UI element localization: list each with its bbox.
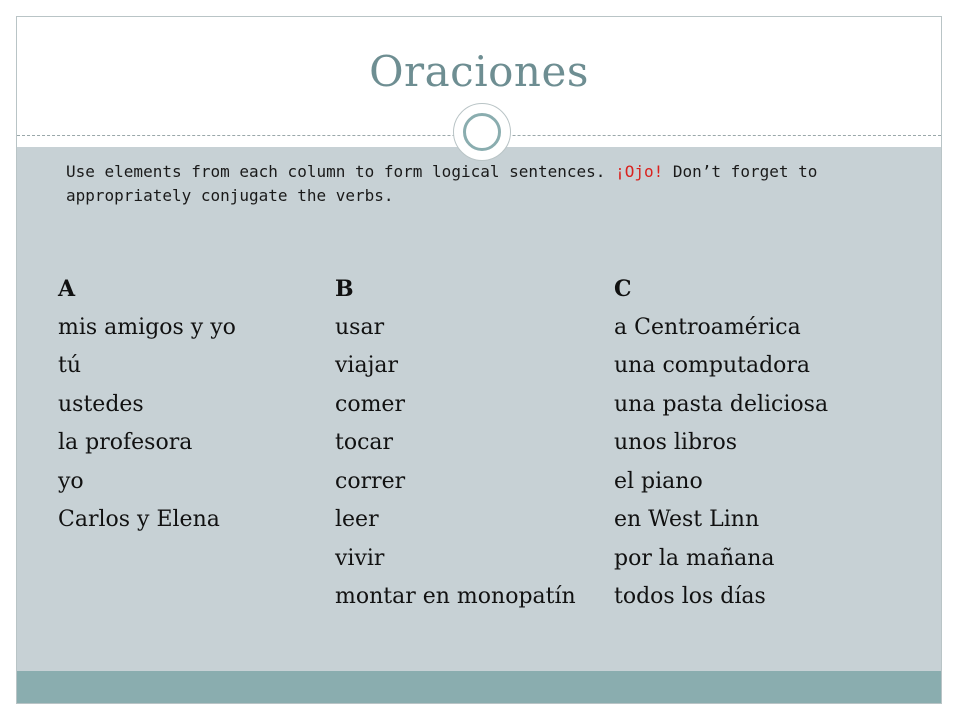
slide-title: Oraciones [369, 47, 589, 96]
footer-band [17, 671, 941, 703]
list-item: viajar [335, 353, 399, 378]
decorative-ring-icon [463, 113, 501, 151]
instructions-after: Don’t forget to appropriately conjugate the verbs. [66, 162, 818, 205]
column-header: C [614, 276, 632, 302]
column-c-list [614, 309, 828, 617]
column-c [614, 270, 828, 617]
decorative-circle-icon [453, 103, 511, 161]
list-item: yo [58, 468, 84, 494]
column-a [58, 270, 236, 540]
list-item: montar en monopatín [335, 584, 576, 609]
list-item: en West Linn [614, 507, 760, 532]
list-item: vivir [335, 545, 385, 571]
list-item: unos libros [614, 430, 738, 455]
ojo-warning: ¡Ojo! [615, 162, 664, 181]
list-item: mis amigos y yo [58, 314, 236, 340]
column-b-list [335, 309, 576, 617]
list-item: comer [335, 391, 405, 417]
list-item: ustedes [58, 391, 144, 417]
column-a-list [58, 309, 236, 540]
list-item: tú [58, 353, 82, 378]
list-item: tocar [335, 430, 394, 455]
list-item: una pasta deliciosa [614, 391, 829, 417]
instructions-before: Use elements from each column to form logical sentences. [66, 162, 616, 181]
column-header: B [335, 276, 354, 302]
list-item: leer [335, 507, 379, 532]
list-item: por la mañana [614, 545, 775, 571]
list-item: una computadora [614, 353, 811, 378]
list-item: correr [335, 468, 406, 494]
instructions-text [66, 160, 846, 208]
column-header: A [58, 276, 76, 302]
list-item: todos los días [614, 584, 766, 609]
list-item: el piano [614, 468, 703, 494]
list-item: usar [335, 314, 385, 340]
list-item: la profesora [58, 430, 193, 455]
column-b [335, 270, 576, 617]
list-item: a Centroamérica [614, 314, 801, 340]
list-item: Carlos y Elena [58, 507, 220, 532]
